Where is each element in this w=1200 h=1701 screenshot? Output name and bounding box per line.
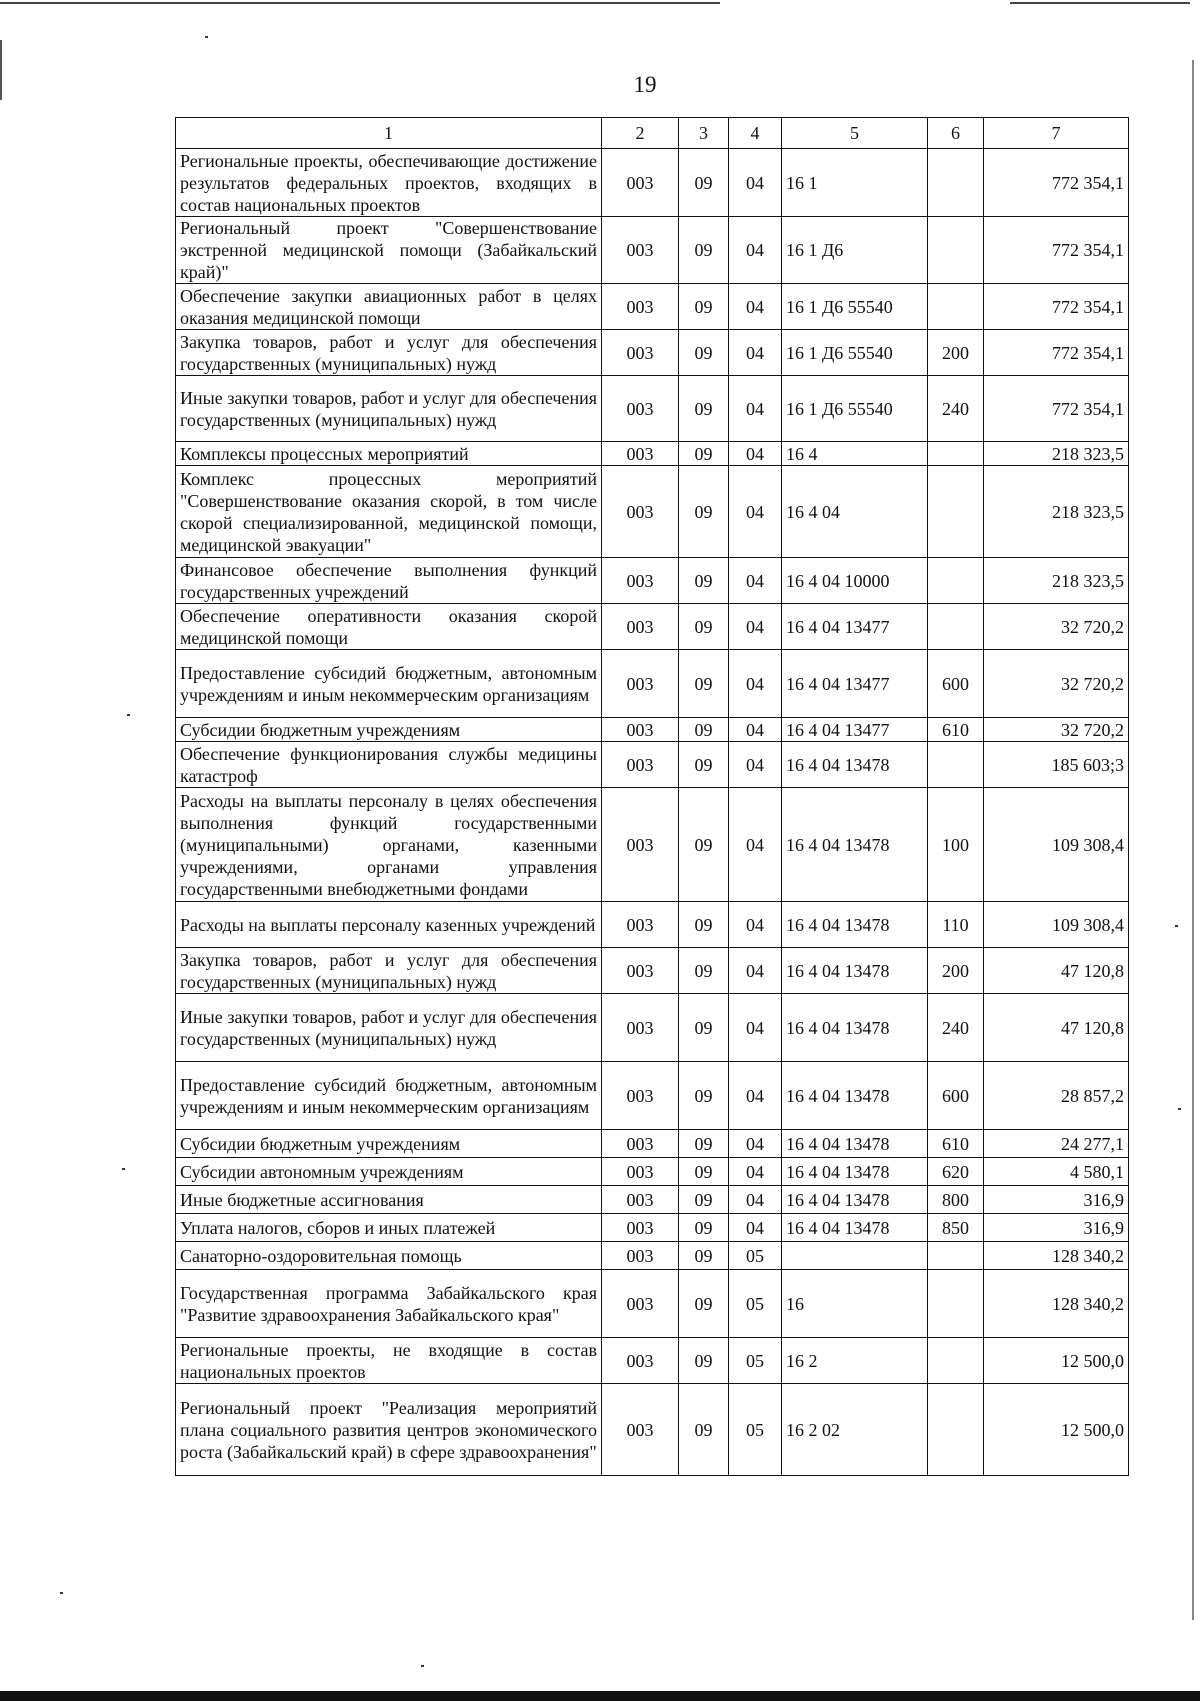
row-col3: 09 (679, 902, 729, 948)
table-row (176, 1062, 1129, 1130)
row-col4: 04 (729, 1158, 782, 1186)
row-col5: 16 4 04 13478 (782, 1186, 928, 1214)
row-col5 (782, 1242, 928, 1270)
row-name: Иные закупки товаров, работ и услуг для обеспечения государственных (муниципальных) нужд (176, 376, 602, 442)
row-col4: 04 (729, 604, 782, 650)
row-col4: 04 (729, 788, 782, 902)
column-header: 4 (729, 118, 782, 149)
column-header: 3 (679, 118, 729, 149)
row-col7: 4 580,1 (984, 1158, 1129, 1186)
row-col5: 16 (782, 1270, 928, 1338)
row-col7: 12 500,0 (984, 1384, 1129, 1476)
table-row (176, 376, 1129, 442)
row-col5: 16 4 04 13478 (782, 948, 928, 994)
row-col2: 003 (602, 1338, 679, 1384)
row-name: Санаторно-оздоровительная помощь (176, 1242, 602, 1270)
row-col4: 04 (729, 902, 782, 948)
row-col4: 05 (729, 1384, 782, 1476)
row-col2: 003 (602, 1158, 679, 1186)
row-col5: 16 1 Д6 55540 (782, 284, 928, 330)
row-col3: 09 (679, 994, 729, 1062)
row-col7: 772 354,1 (984, 376, 1129, 442)
row-col6: 110 (928, 902, 984, 948)
row-col7: 218 323,5 (984, 442, 1129, 466)
table-row (176, 718, 1129, 742)
table-row (176, 1242, 1129, 1270)
row-col6: 620 (928, 1158, 984, 1186)
row-col4: 04 (729, 1214, 782, 1242)
row-col2: 003 (602, 948, 679, 994)
row-col2: 003 (602, 902, 679, 948)
scan-right-edge (1192, 60, 1194, 1620)
row-col2: 003 (602, 718, 679, 742)
table-row (176, 1130, 1129, 1158)
row-col6 (928, 149, 984, 217)
row-col6 (928, 558, 984, 604)
row-col6 (928, 466, 984, 558)
row-col4: 04 (729, 330, 782, 376)
row-col4: 04 (729, 1186, 782, 1214)
row-col2: 003 (602, 1062, 679, 1130)
row-col6 (928, 1242, 984, 1270)
row-col3: 09 (679, 1384, 729, 1476)
row-col7: 185 603;3 (984, 742, 1129, 788)
row-name: Региональный проект "Совершенствование экстренной медицинской помощи (Забайкальский край)" (176, 217, 602, 284)
row-col4: 04 (729, 994, 782, 1062)
row-col5: 16 2 (782, 1338, 928, 1384)
table-body (176, 149, 1129, 1476)
row-col4: 04 (729, 1062, 782, 1130)
row-col5: 16 4 04 13478 (782, 902, 928, 948)
row-col6 (928, 1384, 984, 1476)
row-name: Расходы на выплаты персоналу в целях обеспечения выполнения функций государственными (муниципальными) органами, казенными учреждениями, органами управления государственными внебюджетными фондами (176, 788, 602, 902)
row-name: Региональные проекты, обеспечивающие достижение результатов федеральных проектов, входящих в состав национальных проектов (176, 149, 602, 217)
row-col3: 09 (679, 330, 729, 376)
column-header: 5 (782, 118, 928, 149)
row-col5: 16 1 (782, 149, 928, 217)
row-col4: 04 (729, 742, 782, 788)
row-col5: 16 1 Д6 (782, 217, 928, 284)
row-col5: 16 2 02 (782, 1384, 928, 1476)
row-col4: 04 (729, 284, 782, 330)
row-col5: 16 4 04 13478 (782, 742, 928, 788)
row-col4: 04 (729, 149, 782, 217)
table-row (176, 330, 1129, 376)
row-col3: 09 (679, 948, 729, 994)
row-col3: 09 (679, 1130, 729, 1158)
row-col4: 04 (729, 376, 782, 442)
column-header: 7 (984, 118, 1129, 149)
table-header-row (176, 118, 1129, 149)
row-name: Государственная программа Забайкальского края "Развитие здравоохранения Забайкальского края" (176, 1270, 602, 1338)
row-col3: 09 (679, 466, 729, 558)
table-row (176, 788, 1129, 902)
row-col7: 12 500,0 (984, 1338, 1129, 1384)
budget-table (175, 117, 1129, 1476)
row-name: Предоставление субсидий бюджетным, автономным учреждениям и иным некоммерческим организациям (176, 650, 602, 718)
row-col2: 003 (602, 442, 679, 466)
column-header: 2 (602, 118, 679, 149)
row-name: Предоставление субсидий бюджетным, автономным учреждениям и иным некоммерческим организациям (176, 1062, 602, 1130)
row-col2: 003 (602, 1242, 679, 1270)
row-col4: 04 (729, 718, 782, 742)
row-col2: 003 (602, 217, 679, 284)
row-col4: 05 (729, 1338, 782, 1384)
row-col7: 109 308,4 (984, 902, 1129, 948)
row-col3: 09 (679, 284, 729, 330)
row-col5: 16 4 (782, 442, 928, 466)
table-row (176, 149, 1129, 217)
table-row (176, 1270, 1129, 1338)
row-col6: 200 (928, 330, 984, 376)
row-col6: 600 (928, 1062, 984, 1130)
row-col3: 09 (679, 1214, 729, 1242)
table-row (176, 902, 1129, 948)
row-col2: 003 (602, 788, 679, 902)
row-col2: 003 (602, 376, 679, 442)
row-col3: 09 (679, 1158, 729, 1186)
table-row (176, 1338, 1129, 1384)
row-col2: 003 (602, 1384, 679, 1476)
row-col6: 600 (928, 650, 984, 718)
row-name: Региональные проекты, не входящие в состав национальных проектов (176, 1338, 602, 1384)
row-col2: 003 (602, 1186, 679, 1214)
row-col7: 47 120,8 (984, 994, 1129, 1062)
table-row (176, 948, 1129, 994)
table-row (176, 604, 1129, 650)
row-col2: 003 (602, 1270, 679, 1338)
row-col6 (928, 284, 984, 330)
table-row (176, 994, 1129, 1062)
scan-top-edge (0, 0, 1200, 6)
row-col5: 16 4 04 13478 (782, 788, 928, 902)
row-col4: 05 (729, 1270, 782, 1338)
row-col6: 610 (928, 1130, 984, 1158)
row-name: Комплекс процессных мероприятий "Совершенствование оказания скорой, в том числе скорой специализированной, медицинской помощи, медицинской эвакуации" (176, 466, 602, 558)
row-name: Закупка товаров, работ и услуг для обеспечения государственных (муниципальных) нужд (176, 330, 602, 376)
column-header: 1 (176, 118, 602, 149)
row-name: Расходы на выплаты персоналу казенных учреждений (176, 902, 602, 948)
row-name: Комплексы процессных мероприятий (176, 442, 602, 466)
row-col4: 04 (729, 558, 782, 604)
table-row (176, 1186, 1129, 1214)
row-name: Финансовое обеспечение выполнения функций государственных учреждений (176, 558, 602, 604)
row-col3: 09 (679, 1062, 729, 1130)
row-col3: 09 (679, 376, 729, 442)
row-col7: 28 857,2 (984, 1062, 1129, 1130)
row-col2: 003 (602, 604, 679, 650)
row-col2: 003 (602, 284, 679, 330)
row-col3: 09 (679, 558, 729, 604)
row-col7: 772 354,1 (984, 330, 1129, 376)
row-col3: 09 (679, 217, 729, 284)
row-name: Обеспечение закупки авиационных работ в целях оказания медицинской помощи (176, 284, 602, 330)
row-col3: 09 (679, 718, 729, 742)
scan-speck (127, 714, 130, 716)
row-col6: 610 (928, 718, 984, 742)
row-col3: 09 (679, 149, 729, 217)
row-name: Субсидии автономным учреждениям (176, 1158, 602, 1186)
row-col5: 16 1 Д6 55540 (782, 376, 928, 442)
row-col3: 09 (679, 1242, 729, 1270)
page-number: 19 (633, 72, 657, 97)
row-name: Уплата налогов, сборов и иных платежей (176, 1214, 602, 1242)
row-col2: 003 (602, 742, 679, 788)
row-col2: 003 (602, 1130, 679, 1158)
row-col2: 003 (602, 994, 679, 1062)
row-col6: 100 (928, 788, 984, 902)
scan-speck (1175, 925, 1178, 927)
row-col7: 32 720,2 (984, 650, 1129, 718)
row-col3: 09 (679, 442, 729, 466)
row-col7: 218 323,5 (984, 466, 1129, 558)
row-col6 (928, 1338, 984, 1384)
row-name: Иные бюджетные ассигнования (176, 1186, 602, 1214)
row-col2: 003 (602, 466, 679, 558)
row-col6: 240 (928, 994, 984, 1062)
row-col5: 16 4 04 10000 (782, 558, 928, 604)
scan-speck (205, 36, 208, 38)
table-row (176, 217, 1129, 284)
row-col5: 16 4 04 (782, 466, 928, 558)
scan-speck (60, 1592, 63, 1594)
row-name: Иные закупки товаров, работ и услуг для обеспечения государственных (муниципальных) нужд (176, 994, 602, 1062)
row-name: Региональный проект "Реализация мероприятий плана социального развития центров экономического роста (Забайкальский край) в сфере здравоохранения" (176, 1384, 602, 1476)
row-col6: 800 (928, 1186, 984, 1214)
row-col6 (928, 442, 984, 466)
row-col7: 109 308,4 (984, 788, 1129, 902)
row-col3: 09 (679, 1186, 729, 1214)
row-col4: 04 (729, 650, 782, 718)
table-row (176, 1214, 1129, 1242)
row-col5: 16 4 04 13478 (782, 1158, 928, 1186)
table-row (176, 442, 1129, 466)
row-col5: 16 4 04 13478 (782, 1062, 928, 1130)
row-col7: 128 340,2 (984, 1270, 1129, 1338)
row-col3: 09 (679, 650, 729, 718)
table-row (176, 1384, 1129, 1476)
row-col4: 04 (729, 1130, 782, 1158)
row-col4: 04 (729, 948, 782, 994)
row-col5: 16 4 04 13477 (782, 650, 928, 718)
row-col3: 09 (679, 1338, 729, 1384)
row-col3: 09 (679, 788, 729, 902)
table-row (176, 284, 1129, 330)
row-col7: 32 720,2 (984, 604, 1129, 650)
row-col7: 772 354,1 (984, 217, 1129, 284)
table-row (176, 1158, 1129, 1186)
row-col5: 16 4 04 13478 (782, 994, 928, 1062)
row-name: Обеспечение функционирования службы медицины катастроф (176, 742, 602, 788)
row-col2: 003 (602, 558, 679, 604)
row-col4: 04 (729, 466, 782, 558)
row-col6: 240 (928, 376, 984, 442)
row-name: Закупка товаров, работ и услуг для обеспечения государственных (муниципальных) нужд (176, 948, 602, 994)
table-row (176, 742, 1129, 788)
column-header: 6 (928, 118, 984, 149)
scan-speck (421, 1665, 424, 1667)
row-col5: 16 4 04 13478 (782, 1214, 928, 1242)
table-row (176, 650, 1129, 718)
row-col5: 16 4 04 13477 (782, 604, 928, 650)
row-col3: 09 (679, 742, 729, 788)
row-col2: 003 (602, 650, 679, 718)
row-col3: 09 (679, 604, 729, 650)
row-col4: 04 (729, 217, 782, 284)
row-col7: 32 720,2 (984, 718, 1129, 742)
row-col4: 04 (729, 442, 782, 466)
row-name: Обеспечение оперативности оказания скорой медицинской помощи (176, 604, 602, 650)
row-name: Субсидии бюджетным учреждениям (176, 718, 602, 742)
row-col7: 772 354,1 (984, 149, 1129, 217)
row-col5: 16 4 04 13477 (782, 718, 928, 742)
scan-bottom-edge (0, 1691, 1200, 1701)
row-col6: 850 (928, 1214, 984, 1242)
row-col6 (928, 1270, 984, 1338)
row-col3: 09 (679, 1270, 729, 1338)
table-row (176, 558, 1129, 604)
scan-speck (122, 1168, 125, 1170)
row-col6 (928, 742, 984, 788)
row-col2: 003 (602, 149, 679, 217)
row-col4: 05 (729, 1242, 782, 1270)
row-col5: 16 4 04 13478 (782, 1130, 928, 1158)
row-col6 (928, 604, 984, 650)
row-col7: 316,9 (984, 1186, 1129, 1214)
row-col6: 200 (928, 948, 984, 994)
row-col7: 218 323,5 (984, 558, 1129, 604)
row-col7: 772 354,1 (984, 284, 1129, 330)
row-col2: 003 (602, 1214, 679, 1242)
row-col7: 47 120,8 (984, 948, 1129, 994)
row-name: Субсидии бюджетным учреждениям (176, 1130, 602, 1158)
row-col7: 24 277,1 (984, 1130, 1129, 1158)
scan-speck (1178, 1108, 1181, 1110)
row-col5: 16 1 Д6 55540 (782, 330, 928, 376)
row-col7: 316,9 (984, 1214, 1129, 1242)
row-col6 (928, 217, 984, 284)
table-row (176, 466, 1129, 558)
row-col2: 003 (602, 330, 679, 376)
row-col7: 128 340,2 (984, 1242, 1129, 1270)
